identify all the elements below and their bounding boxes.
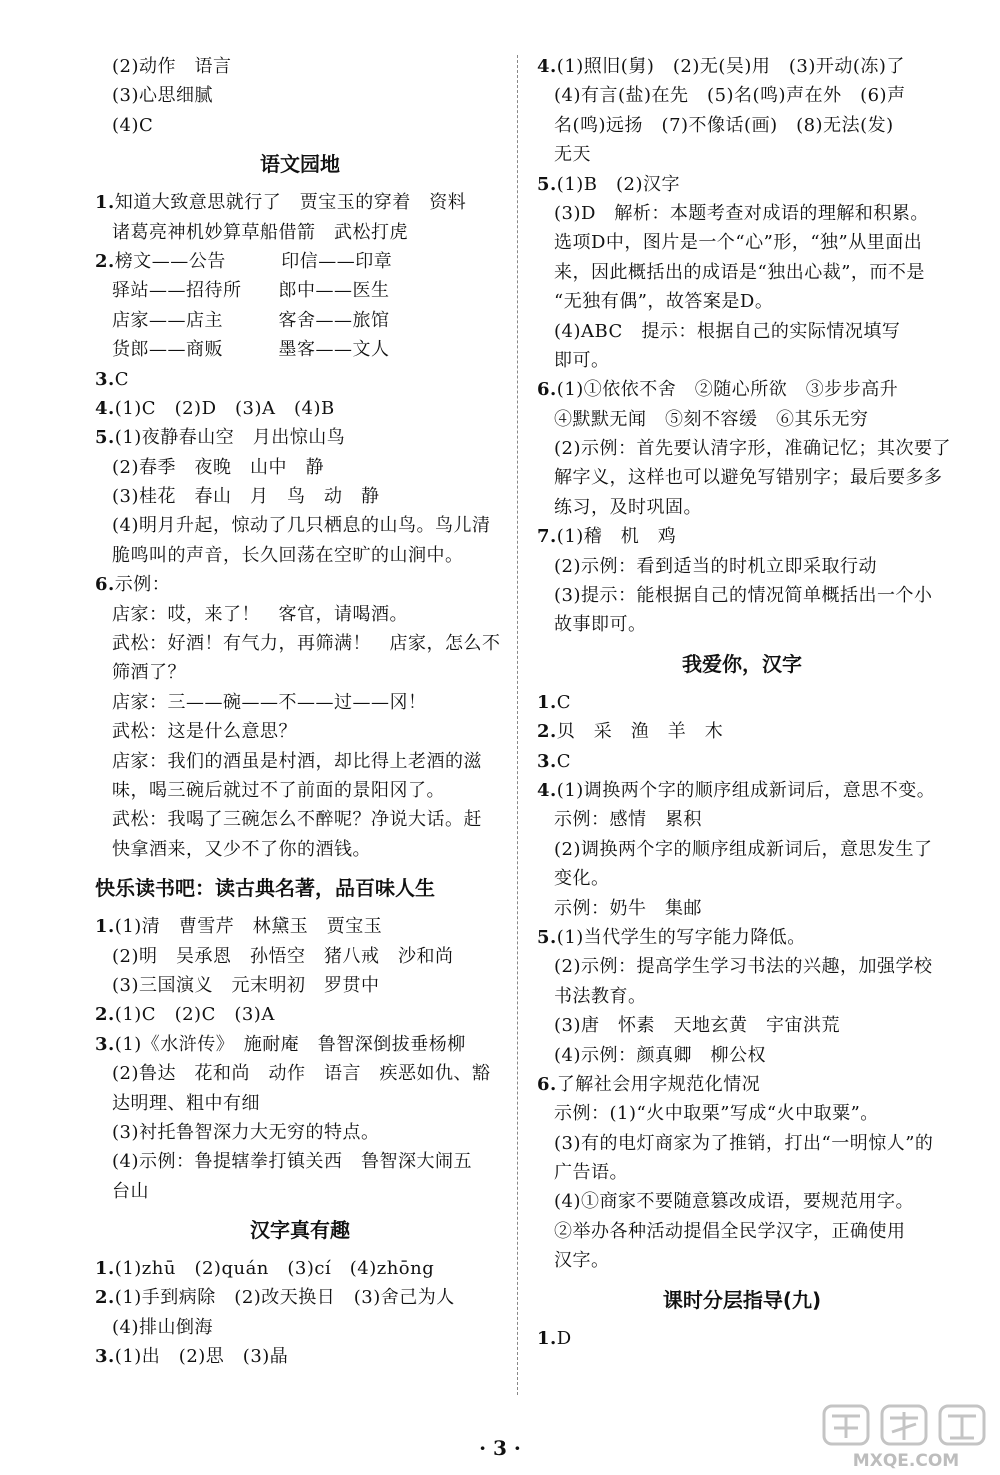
answer-text: (1)C (2)D (3)A (4)B bbox=[114, 397, 335, 419]
watermark-text: MXQE.COM bbox=[852, 1451, 960, 1471]
answer-line bbox=[95, 482, 505, 511]
answer-line bbox=[537, 1217, 947, 1246]
answer-item bbox=[537, 1070, 947, 1099]
answer-text: 示例： bbox=[114, 574, 171, 596]
answer-item bbox=[95, 1342, 505, 1371]
answer-text: (2)示例：提高学生学习书法的兴趣，加强学校 bbox=[554, 956, 933, 978]
answer-text: D bbox=[556, 1327, 572, 1349]
answer-line bbox=[95, 717, 505, 746]
section-heading: 汉字真有趣 bbox=[250, 1218, 350, 1243]
item-number: 4. bbox=[537, 779, 557, 801]
answer-item bbox=[537, 52, 947, 81]
answer-item bbox=[537, 923, 947, 952]
answer-line bbox=[95, 1147, 505, 1176]
answer-text: (1)B (2)汉字 bbox=[556, 173, 681, 195]
section-heading: 课时分层指导(九) bbox=[662, 1287, 822, 1312]
answer-text: (1)当代学生的写字能力降低。 bbox=[556, 926, 806, 948]
answer-item bbox=[95, 1283, 505, 1312]
answer-line bbox=[537, 581, 947, 610]
item-number: 2. bbox=[95, 1287, 115, 1309]
item-number: 4. bbox=[537, 56, 557, 77]
answer-text: 变化。 bbox=[554, 868, 610, 890]
answer-text: (4)示例：颜真卿 柳公权 bbox=[554, 1044, 766, 1066]
section-heading: 语文园地 bbox=[260, 152, 340, 177]
answer-line bbox=[95, 1313, 505, 1342]
answer-text: (3)唐 怀素 天地玄黄 宇宙洪荒 bbox=[554, 1015, 840, 1037]
answer-line bbox=[537, 835, 947, 864]
item-number: 3. bbox=[95, 368, 115, 390]
answer-line bbox=[95, 1118, 505, 1147]
answer-text: 了解社会用字规范化情况 bbox=[556, 1073, 761, 1095]
answer-line bbox=[537, 952, 947, 981]
item-number: 3. bbox=[95, 1033, 115, 1055]
answer-item bbox=[537, 522, 947, 551]
answer-text: (4)有言(盐)在先 (5)名(鸣)声在外 (6)声 bbox=[554, 85, 906, 107]
answer-text: (1)《水浒传》 施耐庵 鲁智深倒拔垂杨柳 bbox=[114, 1033, 466, 1055]
answer-text: (2)调换两个字的顺序组成新词后，意思发生了 bbox=[554, 838, 933, 860]
answer-line bbox=[537, 1246, 947, 1275]
answer-line bbox=[537, 864, 947, 893]
answer-text: 汉字。 bbox=[554, 1250, 610, 1272]
answer-text: (1)zhū (2)quán (3)cí (4)zhōng bbox=[114, 1258, 435, 1280]
answer-line bbox=[95, 1089, 505, 1118]
answer-text: 榜文——公告 印信——印章 bbox=[114, 250, 393, 272]
answer-text: (2)动作 语言 bbox=[112, 56, 232, 77]
answer-text: 味，喝三碗后就过不了前面的景阳冈了。 bbox=[112, 779, 445, 801]
item-number: 1. bbox=[95, 1258, 115, 1280]
item-number: 5. bbox=[537, 926, 557, 948]
answer-line bbox=[95, 629, 505, 658]
answer-text: 解字义，这样也可以避免写错别字；最后要多多 bbox=[554, 467, 943, 489]
answer-item bbox=[95, 1254, 505, 1283]
answer-line bbox=[537, 317, 947, 346]
answer-item bbox=[95, 570, 505, 599]
answer-line bbox=[95, 805, 505, 834]
answer-line bbox=[537, 1187, 947, 1216]
answer-line bbox=[95, 1177, 505, 1206]
page-number: · 3 · bbox=[479, 1436, 521, 1460]
answer-text: C bbox=[114, 368, 130, 390]
answer-item bbox=[95, 912, 505, 941]
answer-text: (2)鲁达 花和尚 动作 语言 疾恶如仇、豁 bbox=[112, 1063, 491, 1085]
answer-text: 店家——店主 客舍——旅馆 bbox=[112, 309, 390, 331]
answer-text: 快拿酒来，又少不了你的酒钱。 bbox=[112, 838, 371, 860]
answer-line bbox=[537, 140, 947, 169]
answer-text: 名(鸣)远扬 (7)不像话(画) (8)无法(发) bbox=[554, 114, 894, 136]
answer-line bbox=[537, 805, 947, 834]
answer-item bbox=[95, 365, 505, 394]
answer-item bbox=[537, 688, 947, 717]
item-number: 5. bbox=[95, 427, 115, 449]
answer-line bbox=[537, 552, 947, 581]
answer-line bbox=[95, 306, 505, 335]
answer-text: 店家：我们的酒虽是村酒，却比得上老酒的滋 bbox=[112, 750, 482, 772]
answer-text: (1)手到病除 (2)改天换日 (3)舍己为人 bbox=[114, 1287, 455, 1309]
answer-text: 无天 bbox=[554, 144, 591, 166]
answer-line bbox=[537, 493, 947, 522]
answer-line bbox=[537, 894, 947, 923]
answer-text: (2)春季 夜晚 山中 静 bbox=[112, 456, 324, 478]
section-heading: 我爱你，汉字 bbox=[682, 651, 802, 676]
answer-text: 武松：好酒！有气力，再筛满！ 店家，怎么不 bbox=[112, 633, 501, 655]
answer-line bbox=[95, 600, 505, 629]
answer-text: (3)心思细腻 bbox=[112, 85, 213, 107]
answer-text: (4)示例：鲁提辖拳打镇关西 鲁智深大闹五 bbox=[112, 1151, 472, 1173]
item-number: 2. bbox=[95, 250, 115, 272]
answer-line bbox=[537, 287, 947, 316]
answer-line bbox=[95, 541, 505, 570]
item-number: 1. bbox=[537, 1327, 557, 1349]
answer-line bbox=[95, 218, 505, 247]
item-number: 1. bbox=[537, 691, 557, 713]
item-number: 3. bbox=[537, 750, 557, 772]
answer-line bbox=[537, 1041, 947, 1070]
answer-line bbox=[95, 747, 505, 776]
answer-text: ②举办各种活动提倡全民学汉字，正确使用 bbox=[554, 1220, 906, 1242]
answer-text: 诸葛亮神机妙算草船借箭 武松打虎 bbox=[112, 221, 408, 243]
answer-line bbox=[95, 52, 505, 81]
answer-text: (1)C (2)C (3)A bbox=[114, 1004, 275, 1026]
answer-line bbox=[537, 81, 947, 110]
answer-line bbox=[95, 658, 505, 687]
answer-text: (4)C bbox=[112, 114, 154, 136]
answer-line bbox=[95, 276, 505, 305]
answer-text: 示例：感情 累积 bbox=[554, 809, 702, 831]
section-heading: 快乐读书吧：读古典名著，品百味人生 bbox=[95, 876, 435, 901]
answer-text: 台山 bbox=[112, 1180, 149, 1202]
answer-text: (1)夜静春山空 月出惊山鸟 bbox=[114, 427, 346, 449]
answer-text: 达明理、粗中有细 bbox=[112, 1092, 260, 1114]
answer-text: 选项D中，图片是一个“心”形，“独”从里面出 bbox=[554, 232, 923, 254]
answer-line bbox=[537, 405, 947, 434]
answer-text: (2)示例：看到适当的时机立即采取行动 bbox=[554, 555, 877, 577]
answer-text: 示例：(1)“火中取栗”写成“火中取粟”。 bbox=[554, 1103, 879, 1125]
answer-text: (4)排山倒海 bbox=[112, 1316, 213, 1338]
answer-item bbox=[95, 247, 505, 276]
answer-text: (1)清 曹雪芹 林黛玉 贾宝玉 bbox=[114, 916, 383, 938]
answer-line bbox=[537, 1011, 947, 1040]
item-number: 5. bbox=[537, 173, 557, 195]
answer-item bbox=[537, 1324, 947, 1353]
answer-line bbox=[537, 434, 951, 463]
answer-item bbox=[95, 1030, 505, 1059]
answer-text: (3)提示：能根据自己的情况简单概括出一个小 bbox=[554, 585, 933, 607]
answer-text: “无独有偶”，故答案是D。 bbox=[554, 291, 774, 313]
answer-text: (2)示例：首先要认清字形，准确记忆；其次要了 bbox=[554, 438, 951, 460]
answer-line bbox=[95, 835, 505, 864]
answer-text: 武松：这是什么意思？ bbox=[112, 721, 297, 743]
item-number: 1. bbox=[95, 192, 115, 214]
answer-text: (4)明月升起，惊动了几只栖息的山鸟。鸟儿清 bbox=[112, 515, 491, 537]
answer-line bbox=[537, 111, 947, 140]
answer-text: 书法教育。 bbox=[554, 985, 647, 1007]
answer-item bbox=[95, 1000, 505, 1029]
answer-text: (3)三国演义 元末明初 罗贯中 bbox=[112, 974, 380, 996]
answer-text: (1)调换两个字的顺序组成新词后，意思不变。 bbox=[556, 779, 936, 801]
answer-line bbox=[537, 199, 947, 228]
right-column bbox=[537, 52, 951, 1353]
answer-text: C bbox=[556, 750, 572, 772]
answer-item bbox=[537, 776, 947, 805]
answer-item bbox=[537, 375, 947, 404]
answer-text: (4)①商家不要随意篡改成语，要规范用字。 bbox=[554, 1191, 914, 1213]
answer-line bbox=[537, 1158, 947, 1187]
item-number: 6. bbox=[537, 379, 557, 401]
item-number: 4. bbox=[95, 397, 115, 419]
column-divider bbox=[517, 55, 518, 1395]
answer-item bbox=[537, 747, 947, 776]
watermark-logo-icon bbox=[818, 1402, 993, 1472]
answer-text: 广告语。 bbox=[554, 1162, 628, 1184]
answer-line bbox=[537, 346, 947, 375]
answer-text: 来，因此概括出的成语是“独出心裁”，而不是 bbox=[554, 261, 925, 283]
item-number: 3. bbox=[95, 1346, 115, 1368]
answer-line bbox=[95, 971, 505, 1000]
answer-text: 故事即可。 bbox=[554, 614, 647, 636]
answer-item bbox=[95, 188, 505, 217]
answer-line bbox=[537, 463, 947, 492]
answer-line bbox=[95, 453, 505, 482]
answer-text: (1)①依依不舍 ②随心所欲 ③步步高升 bbox=[556, 379, 899, 401]
answer-text: 店家：三——碗——不——过——冈！ bbox=[112, 691, 427, 713]
answer-text: (3)衬托鲁智深力大无穷的特点。 bbox=[112, 1121, 380, 1143]
answer-text: 示例：奶牛 集邮 bbox=[554, 897, 702, 919]
answer-item bbox=[95, 423, 505, 452]
answer-line bbox=[95, 942, 505, 971]
item-number: 2. bbox=[537, 721, 557, 743]
answer-line bbox=[537, 982, 947, 1011]
answer-line bbox=[537, 228, 947, 257]
answer-text: (3)有的电灯商家为了推销，打出“一明惊人”的 bbox=[554, 1132, 934, 1154]
answer-line bbox=[95, 111, 505, 140]
answer-text: (1)出 (2)思 (3)晶 bbox=[114, 1346, 289, 1368]
answer-text: 筛酒了？ bbox=[112, 662, 186, 684]
answer-text: 脆鸣叫的声音，长久回荡在空旷的山涧中。 bbox=[112, 544, 464, 566]
answer-text: 贝 采 渔 羊 木 bbox=[556, 721, 724, 743]
answer-text: 店家：哎，来了！ 客官，请喝酒。 bbox=[112, 603, 408, 625]
answer-text: ④默默无闻 ⑤刻不容缓 ⑥其乐无穷 bbox=[554, 408, 869, 430]
answer-line bbox=[95, 776, 505, 805]
answer-line bbox=[95, 335, 505, 364]
answer-item bbox=[95, 394, 505, 423]
answer-text: (3)D 解析：本题考查对成语的理解和积累。 bbox=[554, 202, 929, 224]
item-number: 2. bbox=[95, 1004, 115, 1026]
answer-item bbox=[537, 717, 947, 746]
left-column bbox=[95, 52, 505, 1372]
answer-line bbox=[95, 1059, 505, 1088]
answer-line bbox=[95, 81, 505, 110]
answer-text: 武松：我喝了三碗怎么不醉呢？净说大话。赶 bbox=[112, 809, 482, 831]
answer-text: 练习，及时巩固。 bbox=[554, 496, 702, 518]
answer-line bbox=[537, 1099, 947, 1128]
answer-text: 即可。 bbox=[554, 349, 610, 371]
answer-text: 货郎——商贩 墨客——文人 bbox=[112, 339, 390, 361]
answer-line bbox=[537, 610, 947, 639]
answer-line bbox=[95, 511, 505, 540]
answer-line bbox=[537, 258, 947, 287]
answer-text: (1)照旧(舅) (2)无(吴)用 (3)开动(冻)了 bbox=[556, 56, 905, 77]
answer-text: (1)稽 机 鸡 bbox=[556, 526, 677, 548]
answer-text: C bbox=[556, 691, 572, 713]
item-number: 6. bbox=[95, 574, 115, 596]
answer-line bbox=[537, 1129, 947, 1158]
answer-line bbox=[95, 688, 505, 717]
answer-text: (2)明 吴承恩 孙悟空 猪八戒 沙和尚 bbox=[112, 945, 454, 967]
answer-text: 驿站——招待所 郎中——医生 bbox=[112, 280, 390, 302]
answer-text: 知道大致意思就行了 贾宝玉的穿着 资料 bbox=[114, 192, 467, 214]
answer-item bbox=[537, 170, 947, 199]
item-number: 6. bbox=[537, 1073, 557, 1095]
item-number: 1. bbox=[95, 916, 115, 938]
answer-text: (3)桂花 春山 月 鸟 动 静 bbox=[112, 486, 380, 508]
answer-text: (4)ABC 提示：根据自己的实际情况填写 bbox=[554, 320, 901, 342]
item-number: 7. bbox=[537, 526, 557, 548]
